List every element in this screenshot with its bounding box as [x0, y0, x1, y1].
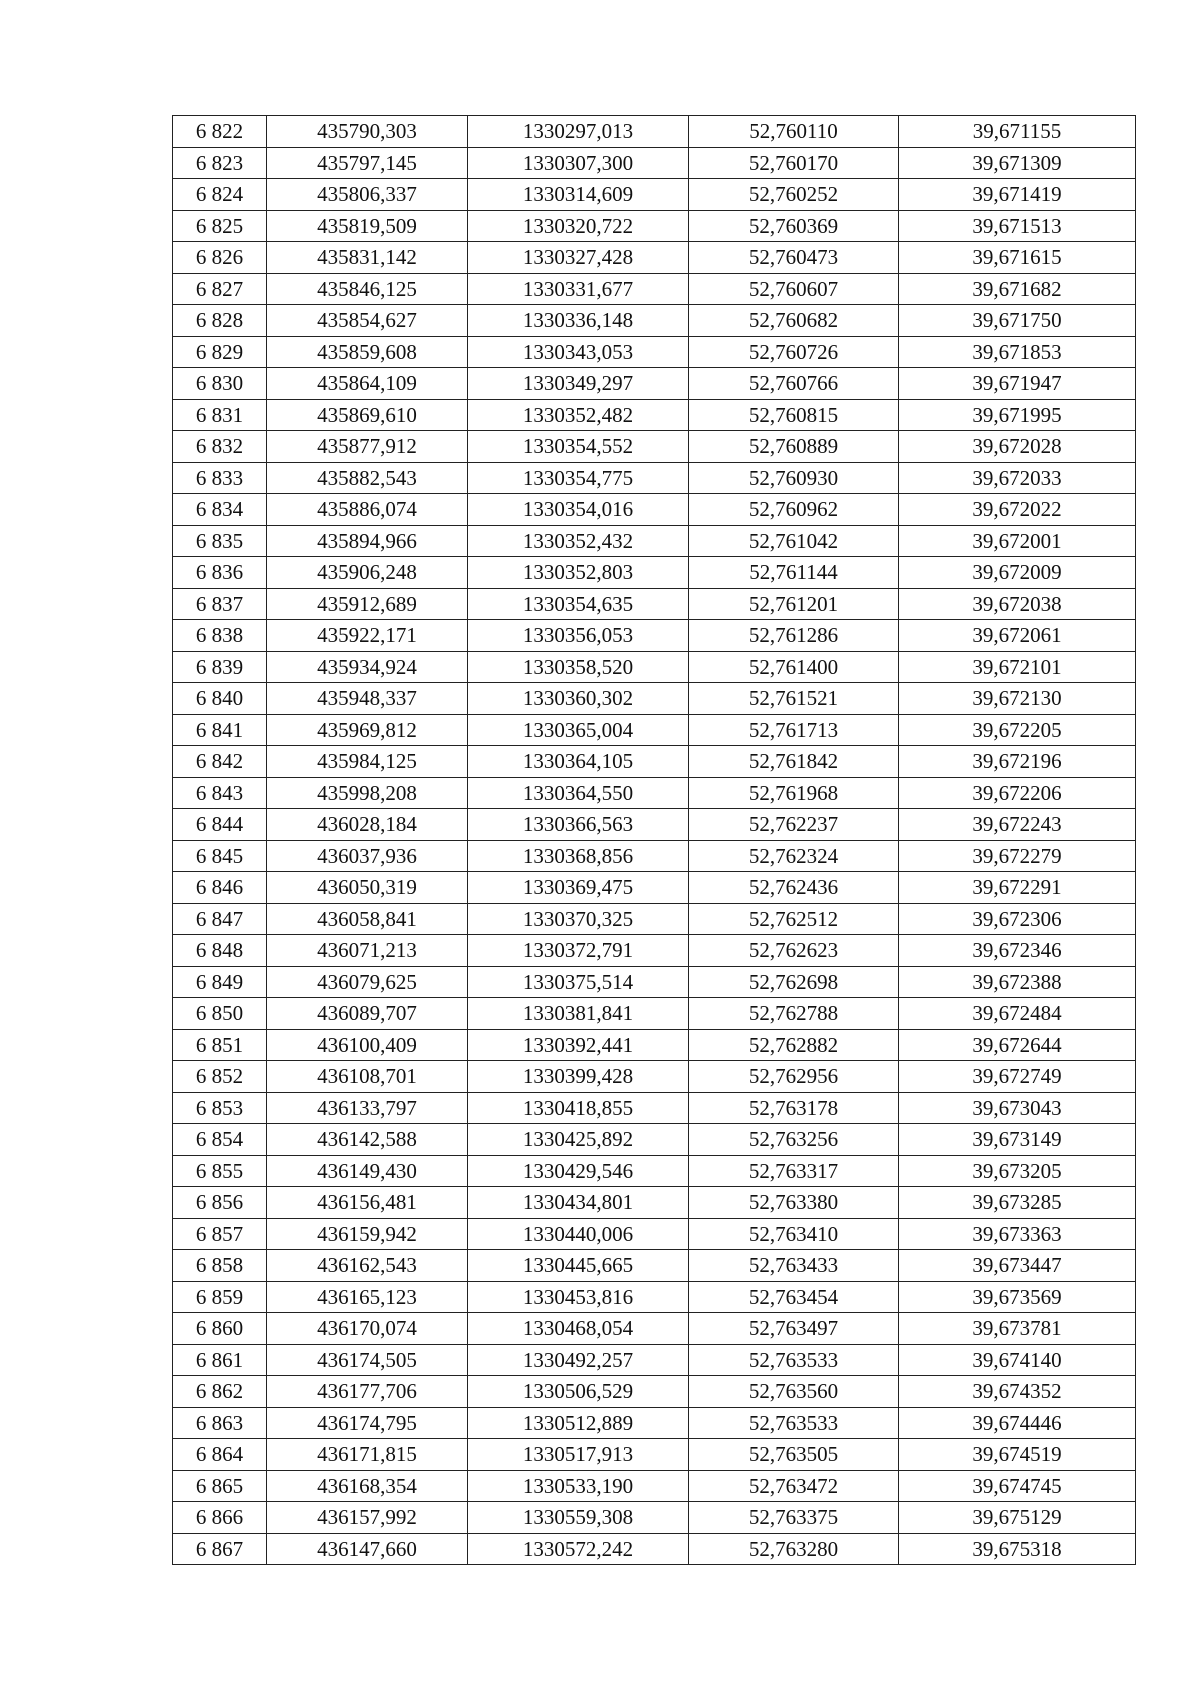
x-coordinate-cell: 436156,481 [267, 1187, 468, 1219]
y-coordinate-cell: 1330453,816 [468, 1281, 689, 1313]
x-coordinate-cell: 436133,797 [267, 1092, 468, 1124]
x-coordinate-cell: 435886,074 [267, 494, 468, 526]
y-coordinate-cell: 1330343,053 [468, 336, 689, 368]
longitude-cell: 39,673043 [899, 1092, 1136, 1124]
y-coordinate-cell: 1330327,428 [468, 242, 689, 274]
longitude-cell: 39,672038 [899, 588, 1136, 620]
y-coordinate-cell: 1330506,529 [468, 1376, 689, 1408]
longitude-cell: 39,672749 [899, 1061, 1136, 1093]
longitude-cell: 39,671682 [899, 273, 1136, 305]
table-row [173, 620, 1136, 652]
point-number-cell: 6 831 [173, 399, 267, 431]
x-coordinate-cell: 435854,627 [267, 305, 468, 337]
x-coordinate-cell: 435934,924 [267, 651, 468, 683]
y-coordinate-cell: 1330358,520 [468, 651, 689, 683]
y-coordinate-cell: 1330533,190 [468, 1470, 689, 1502]
point-number-cell: 6 854 [173, 1124, 267, 1156]
y-coordinate-cell: 1330517,913 [468, 1439, 689, 1471]
point-number-cell: 6 859 [173, 1281, 267, 1313]
longitude-cell: 39,671947 [899, 368, 1136, 400]
longitude-cell: 39,672484 [899, 998, 1136, 1030]
x-coordinate-cell: 436050,319 [267, 872, 468, 904]
x-coordinate-cell: 435969,812 [267, 714, 468, 746]
table-row [173, 336, 1136, 368]
point-number-cell: 6 826 [173, 242, 267, 274]
table-row [173, 179, 1136, 211]
point-number-cell: 6 836 [173, 557, 267, 589]
y-coordinate-cell: 1330429,546 [468, 1155, 689, 1187]
point-number-cell: 6 851 [173, 1029, 267, 1061]
latitude-cell: 52,760682 [689, 305, 899, 337]
longitude-cell: 39,673569 [899, 1281, 1136, 1313]
longitude-cell: 39,672028 [899, 431, 1136, 463]
latitude-cell: 52,761144 [689, 557, 899, 589]
y-coordinate-cell: 1330492,257 [468, 1344, 689, 1376]
longitude-cell: 39,671853 [899, 336, 1136, 368]
latitude-cell: 52,762512 [689, 903, 899, 935]
x-coordinate-cell: 435906,248 [267, 557, 468, 589]
latitude-cell: 52,763497 [689, 1313, 899, 1345]
longitude-cell: 39,672001 [899, 525, 1136, 557]
longitude-cell: 39,672009 [899, 557, 1136, 589]
x-coordinate-cell: 436100,409 [267, 1029, 468, 1061]
point-number-cell: 6 857 [173, 1218, 267, 1250]
longitude-cell: 39,674519 [899, 1439, 1136, 1471]
y-coordinate-cell: 1330352,803 [468, 557, 689, 589]
point-number-cell: 6 835 [173, 525, 267, 557]
point-number-cell: 6 823 [173, 147, 267, 179]
x-coordinate-cell: 436157,992 [267, 1502, 468, 1534]
longitude-cell: 39,673781 [899, 1313, 1136, 1345]
x-coordinate-cell: 436149,430 [267, 1155, 468, 1187]
table-row [173, 1376, 1136, 1408]
latitude-cell: 52,762698 [689, 966, 899, 998]
point-number-cell: 6 832 [173, 431, 267, 463]
y-coordinate-cell: 1330368,856 [468, 840, 689, 872]
y-coordinate-cell: 1330445,665 [468, 1250, 689, 1282]
x-coordinate-cell: 435922,171 [267, 620, 468, 652]
table-row [173, 116, 1136, 148]
x-coordinate-cell: 436174,795 [267, 1407, 468, 1439]
longitude-cell: 39,673447 [899, 1250, 1136, 1282]
latitude-cell: 52,760889 [689, 431, 899, 463]
x-coordinate-cell: 436037,936 [267, 840, 468, 872]
x-coordinate-cell: 436058,841 [267, 903, 468, 935]
table-row [173, 1281, 1136, 1313]
latitude-cell: 52,762324 [689, 840, 899, 872]
point-number-cell: 6 840 [173, 683, 267, 715]
longitude-cell: 39,671155 [899, 116, 1136, 148]
point-number-cell: 6 825 [173, 210, 267, 242]
table-row [173, 147, 1136, 179]
latitude-cell: 52,761400 [689, 651, 899, 683]
x-coordinate-cell: 435882,543 [267, 462, 468, 494]
latitude-cell: 52,763560 [689, 1376, 899, 1408]
x-coordinate-cell: 435819,509 [267, 210, 468, 242]
y-coordinate-cell: 1330375,514 [468, 966, 689, 998]
x-coordinate-cell: 435984,125 [267, 746, 468, 778]
latitude-cell: 52,763280 [689, 1533, 899, 1565]
y-coordinate-cell: 1330354,775 [468, 462, 689, 494]
point-number-cell: 6 850 [173, 998, 267, 1030]
longitude-cell: 39,673363 [899, 1218, 1136, 1250]
point-number-cell: 6 860 [173, 1313, 267, 1345]
point-number-cell: 6 833 [173, 462, 267, 494]
longitude-cell: 39,671513 [899, 210, 1136, 242]
table-row [173, 1533, 1136, 1565]
table-row [173, 1124, 1136, 1156]
coordinates-table [172, 115, 1136, 1565]
longitude-cell: 39,674140 [899, 1344, 1136, 1376]
table-row [173, 1407, 1136, 1439]
point-number-cell: 6 845 [173, 840, 267, 872]
point-number-cell: 6 849 [173, 966, 267, 998]
y-coordinate-cell: 1330352,432 [468, 525, 689, 557]
y-coordinate-cell: 1330360,302 [468, 683, 689, 715]
y-coordinate-cell: 1330365,004 [468, 714, 689, 746]
point-number-cell: 6 844 [173, 809, 267, 841]
table-row [173, 935, 1136, 967]
latitude-cell: 52,761286 [689, 620, 899, 652]
table-row [173, 1187, 1136, 1219]
x-coordinate-cell: 435869,610 [267, 399, 468, 431]
point-number-cell: 6 848 [173, 935, 267, 967]
table-row [173, 1250, 1136, 1282]
longitude-cell: 39,671995 [899, 399, 1136, 431]
longitude-cell: 39,672306 [899, 903, 1136, 935]
latitude-cell: 52,760369 [689, 210, 899, 242]
latitude-cell: 52,763454 [689, 1281, 899, 1313]
y-coordinate-cell: 1330349,297 [468, 368, 689, 400]
latitude-cell: 52,760930 [689, 462, 899, 494]
point-number-cell: 6 858 [173, 1250, 267, 1282]
point-number-cell: 6 841 [173, 714, 267, 746]
x-coordinate-cell: 436159,942 [267, 1218, 468, 1250]
table-row [173, 273, 1136, 305]
y-coordinate-cell: 1330369,475 [468, 872, 689, 904]
y-coordinate-cell: 1330336,148 [468, 305, 689, 337]
y-coordinate-cell: 1330440,006 [468, 1218, 689, 1250]
coordinates-table-body [173, 116, 1136, 1565]
y-coordinate-cell: 1330307,300 [468, 147, 689, 179]
point-number-cell: 6 864 [173, 1439, 267, 1471]
y-coordinate-cell: 1330572,242 [468, 1533, 689, 1565]
x-coordinate-cell: 435790,303 [267, 116, 468, 148]
longitude-cell: 39,672346 [899, 935, 1136, 967]
point-number-cell: 6 842 [173, 746, 267, 778]
point-number-cell: 6 824 [173, 179, 267, 211]
latitude-cell: 52,760473 [689, 242, 899, 274]
y-coordinate-cell: 1330372,791 [468, 935, 689, 967]
x-coordinate-cell: 435998,208 [267, 777, 468, 809]
table-row [173, 368, 1136, 400]
x-coordinate-cell: 435831,142 [267, 242, 468, 274]
latitude-cell: 52,761201 [689, 588, 899, 620]
latitude-cell: 52,760170 [689, 147, 899, 179]
table-row [173, 903, 1136, 935]
table-row [173, 1061, 1136, 1093]
y-coordinate-cell: 1330392,441 [468, 1029, 689, 1061]
table-row [173, 494, 1136, 526]
point-number-cell: 6 830 [173, 368, 267, 400]
point-number-cell: 6 853 [173, 1092, 267, 1124]
y-coordinate-cell: 1330356,053 [468, 620, 689, 652]
y-coordinate-cell: 1330331,677 [468, 273, 689, 305]
point-number-cell: 6 837 [173, 588, 267, 620]
longitude-cell: 39,673205 [899, 1155, 1136, 1187]
table-row [173, 525, 1136, 557]
longitude-cell: 39,674745 [899, 1470, 1136, 1502]
y-coordinate-cell: 1330354,552 [468, 431, 689, 463]
longitude-cell: 39,672101 [899, 651, 1136, 683]
table-row [173, 651, 1136, 683]
point-number-cell: 6 852 [173, 1061, 267, 1093]
latitude-cell: 52,763433 [689, 1250, 899, 1282]
x-coordinate-cell: 436142,588 [267, 1124, 468, 1156]
latitude-cell: 52,763380 [689, 1187, 899, 1219]
point-number-cell: 6 829 [173, 336, 267, 368]
y-coordinate-cell: 1330320,722 [468, 210, 689, 242]
y-coordinate-cell: 1330399,428 [468, 1061, 689, 1093]
x-coordinate-cell: 436079,625 [267, 966, 468, 998]
table-row [173, 1439, 1136, 1471]
latitude-cell: 52,760110 [689, 116, 899, 148]
point-number-cell: 6 867 [173, 1533, 267, 1565]
longitude-cell: 39,672205 [899, 714, 1136, 746]
longitude-cell: 39,672206 [899, 777, 1136, 809]
table-row [173, 399, 1136, 431]
point-number-cell: 6 839 [173, 651, 267, 683]
point-number-cell: 6 863 [173, 1407, 267, 1439]
latitude-cell: 52,761521 [689, 683, 899, 715]
y-coordinate-cell: 1330512,889 [468, 1407, 689, 1439]
latitude-cell: 52,763533 [689, 1344, 899, 1376]
table-row [173, 714, 1136, 746]
latitude-cell: 52,762623 [689, 935, 899, 967]
x-coordinate-cell: 435912,689 [267, 588, 468, 620]
latitude-cell: 52,760607 [689, 273, 899, 305]
x-coordinate-cell: 436108,701 [267, 1061, 468, 1093]
x-coordinate-cell: 435864,109 [267, 368, 468, 400]
y-coordinate-cell: 1330364,105 [468, 746, 689, 778]
longitude-cell: 39,672243 [899, 809, 1136, 841]
longitude-cell: 39,672644 [899, 1029, 1136, 1061]
x-coordinate-cell: 435859,608 [267, 336, 468, 368]
x-coordinate-cell: 436168,354 [267, 1470, 468, 1502]
longitude-cell: 39,672022 [899, 494, 1136, 526]
x-coordinate-cell: 435948,337 [267, 683, 468, 715]
longitude-cell: 39,672130 [899, 683, 1136, 715]
latitude-cell: 52,762237 [689, 809, 899, 841]
table-row [173, 777, 1136, 809]
longitude-cell: 39,671615 [899, 242, 1136, 274]
y-coordinate-cell: 1330434,801 [468, 1187, 689, 1219]
point-number-cell: 6 856 [173, 1187, 267, 1219]
table-row [173, 210, 1136, 242]
longitude-cell: 39,673285 [899, 1187, 1136, 1219]
point-number-cell: 6 827 [173, 273, 267, 305]
table-row [173, 998, 1136, 1030]
point-number-cell: 6 828 [173, 305, 267, 337]
longitude-cell: 39,672291 [899, 872, 1136, 904]
latitude-cell: 52,762956 [689, 1061, 899, 1093]
table-row [173, 1313, 1136, 1345]
table-row [173, 431, 1136, 463]
x-coordinate-cell: 436071,213 [267, 935, 468, 967]
longitude-cell: 39,674352 [899, 1376, 1136, 1408]
table-row [173, 746, 1136, 778]
x-coordinate-cell: 436174,505 [267, 1344, 468, 1376]
y-coordinate-cell: 1330366,563 [468, 809, 689, 841]
x-coordinate-cell: 435877,912 [267, 431, 468, 463]
latitude-cell: 52,762788 [689, 998, 899, 1030]
x-coordinate-cell: 435894,966 [267, 525, 468, 557]
table-row [173, 588, 1136, 620]
longitude-cell: 39,674446 [899, 1407, 1136, 1439]
latitude-cell: 52,763317 [689, 1155, 899, 1187]
table-row [173, 1218, 1136, 1250]
longitude-cell: 39,671419 [899, 179, 1136, 211]
table-row [173, 1092, 1136, 1124]
point-number-cell: 6 834 [173, 494, 267, 526]
latitude-cell: 52,761713 [689, 714, 899, 746]
longitude-cell: 39,672388 [899, 966, 1136, 998]
point-number-cell: 6 838 [173, 620, 267, 652]
y-coordinate-cell: 1330381,841 [468, 998, 689, 1030]
latitude-cell: 52,763533 [689, 1407, 899, 1439]
latitude-cell: 52,760726 [689, 336, 899, 368]
longitude-cell: 39,672061 [899, 620, 1136, 652]
table-row [173, 242, 1136, 274]
table-row [173, 840, 1136, 872]
y-coordinate-cell: 1330559,308 [468, 1502, 689, 1534]
table-row [173, 872, 1136, 904]
latitude-cell: 52,763178 [689, 1092, 899, 1124]
latitude-cell: 52,762436 [689, 872, 899, 904]
y-coordinate-cell: 1330354,016 [468, 494, 689, 526]
table-row [173, 1029, 1136, 1061]
latitude-cell: 52,763472 [689, 1470, 899, 1502]
x-coordinate-cell: 435797,145 [267, 147, 468, 179]
longitude-cell: 39,672033 [899, 462, 1136, 494]
y-coordinate-cell: 1330370,325 [468, 903, 689, 935]
point-number-cell: 6 843 [173, 777, 267, 809]
latitude-cell: 52,761042 [689, 525, 899, 557]
latitude-cell: 52,763505 [689, 1439, 899, 1471]
longitude-cell: 39,672279 [899, 840, 1136, 872]
y-coordinate-cell: 1330418,855 [468, 1092, 689, 1124]
y-coordinate-cell: 1330352,482 [468, 399, 689, 431]
x-coordinate-cell: 436171,815 [267, 1439, 468, 1471]
x-coordinate-cell: 436177,706 [267, 1376, 468, 1408]
x-coordinate-cell: 436170,074 [267, 1313, 468, 1345]
x-coordinate-cell: 436089,707 [267, 998, 468, 1030]
latitude-cell: 52,761842 [689, 746, 899, 778]
table-row [173, 966, 1136, 998]
y-coordinate-cell: 1330364,550 [468, 777, 689, 809]
point-number-cell: 6 822 [173, 116, 267, 148]
x-coordinate-cell: 436028,184 [267, 809, 468, 841]
table-row [173, 557, 1136, 589]
longitude-cell: 39,675318 [899, 1533, 1136, 1565]
point-number-cell: 6 855 [173, 1155, 267, 1187]
table-row [173, 462, 1136, 494]
table-row [173, 1344, 1136, 1376]
table-row [173, 809, 1136, 841]
table-row [173, 1470, 1136, 1502]
latitude-cell: 52,760815 [689, 399, 899, 431]
x-coordinate-cell: 436162,543 [267, 1250, 468, 1282]
latitude-cell: 52,760962 [689, 494, 899, 526]
latitude-cell: 52,763256 [689, 1124, 899, 1156]
table-row [173, 305, 1136, 337]
y-coordinate-cell: 1330468,054 [468, 1313, 689, 1345]
longitude-cell: 39,672196 [899, 746, 1136, 778]
longitude-cell: 39,675129 [899, 1502, 1136, 1534]
y-coordinate-cell: 1330425,892 [468, 1124, 689, 1156]
table-row [173, 1502, 1136, 1534]
point-number-cell: 6 847 [173, 903, 267, 935]
point-number-cell: 6 846 [173, 872, 267, 904]
x-coordinate-cell: 436165,123 [267, 1281, 468, 1313]
x-coordinate-cell: 435846,125 [267, 273, 468, 305]
table-row [173, 1155, 1136, 1187]
y-coordinate-cell: 1330354,635 [468, 588, 689, 620]
point-number-cell: 6 866 [173, 1502, 267, 1534]
latitude-cell: 52,760766 [689, 368, 899, 400]
latitude-cell: 52,761968 [689, 777, 899, 809]
point-number-cell: 6 862 [173, 1376, 267, 1408]
latitude-cell: 52,762882 [689, 1029, 899, 1061]
latitude-cell: 52,763410 [689, 1218, 899, 1250]
longitude-cell: 39,671750 [899, 305, 1136, 337]
table-row [173, 683, 1136, 715]
point-number-cell: 6 861 [173, 1344, 267, 1376]
y-coordinate-cell: 1330297,013 [468, 116, 689, 148]
latitude-cell: 52,763375 [689, 1502, 899, 1534]
longitude-cell: 39,671309 [899, 147, 1136, 179]
latitude-cell: 52,760252 [689, 179, 899, 211]
point-number-cell: 6 865 [173, 1470, 267, 1502]
x-coordinate-cell: 436147,660 [267, 1533, 468, 1565]
longitude-cell: 39,673149 [899, 1124, 1136, 1156]
y-coordinate-cell: 1330314,609 [468, 179, 689, 211]
x-coordinate-cell: 435806,337 [267, 179, 468, 211]
